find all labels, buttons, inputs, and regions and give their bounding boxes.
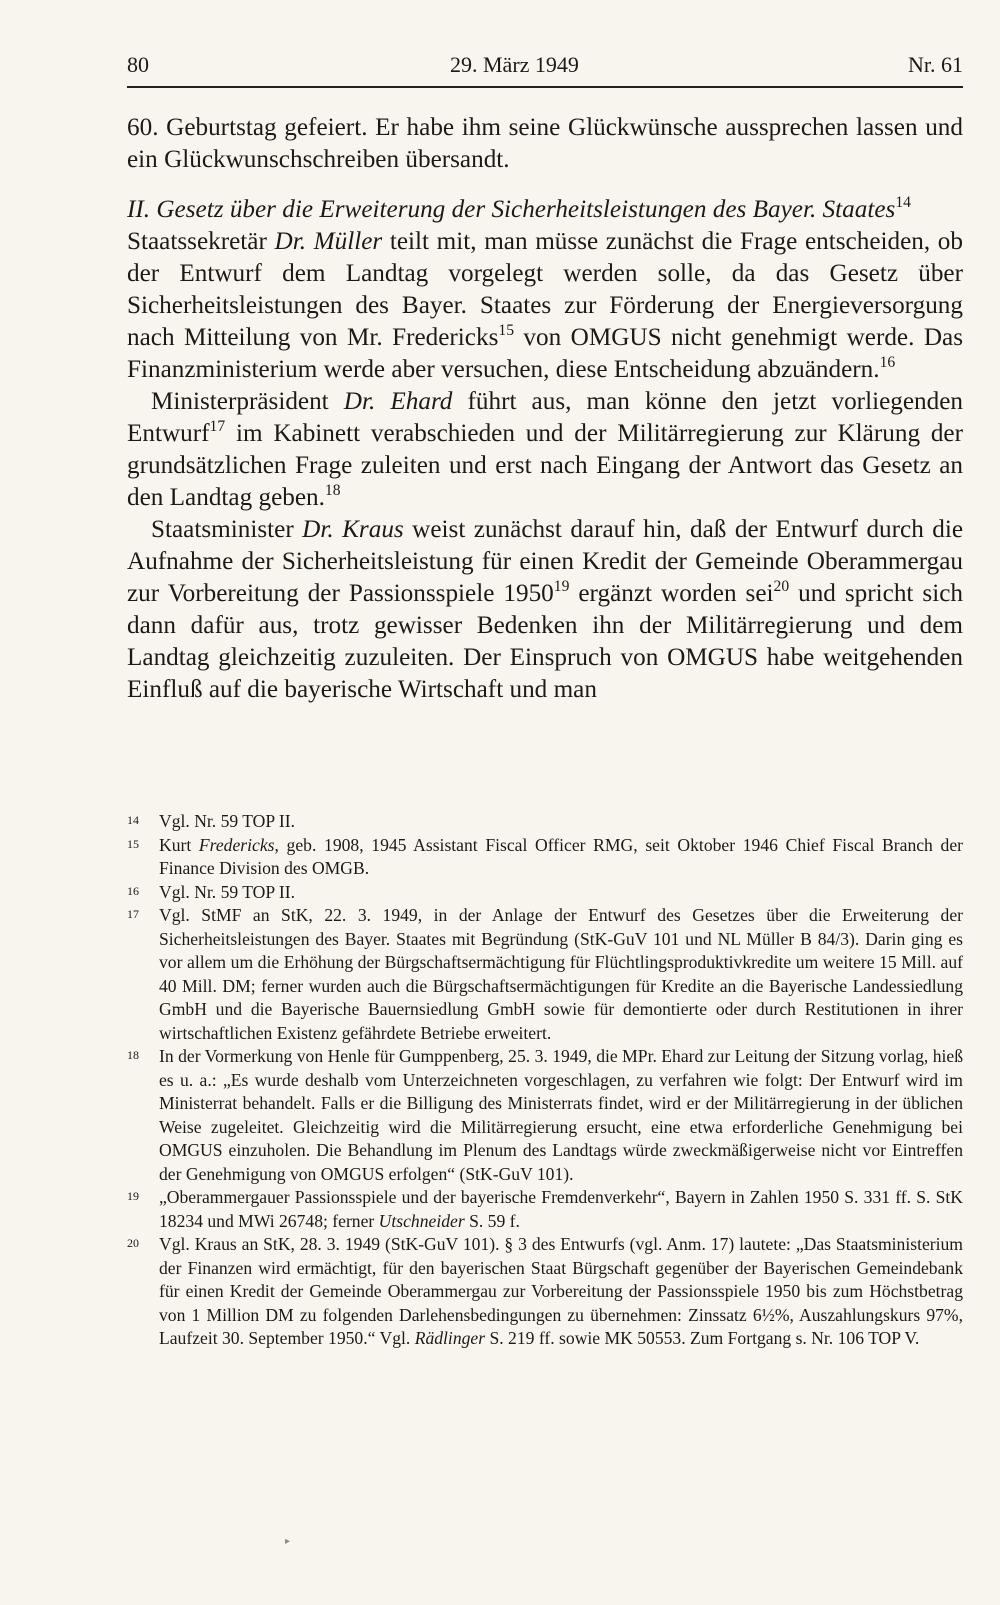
footnote-text: Vgl. StMF an StK, 22. 3. 1949, in der Anlage der Entwurf des Gesetzes über die Erweiterung der Sicherheitsleistungen des Bayer. Staates mit Begründung (StK-GuV 101 und NL Müller B 84/3). Darin ging es vor allem um die Erhöhung der Bürgschaftsermächtigung für Flüchtlingsproduktivkredite um weitere 15 Mill. auf 40 Mill. DM; ferner wurden auch die Bürgschaftsermächtigungen für Kredite an die Bayerische Landessiedlung GmbH und die Bayerische Bauernsiedlung GmbH sowie für demontierte oder durch Restitutionen in ihrer wirtschaftlichen Existenz gefährdete Betriebe erweitert. <box>159 905 963 1043</box>
text-run: und spricht sich dann dafür aus, trotz gewisser Bedenken ihn der Militärregierung und dem Landtag gleichzeitig zuzuleiten. Der Einspruch von OMGUS habe weitgehenden Einfluß auf die bayerische Wirtschaft und man <box>127 580 963 703</box>
agenda-heading <box>127 194 963 226</box>
paragraph-ehard <box>127 386 963 514</box>
footnote-text: Kurt <box>159 834 199 855</box>
footnote-ref: 19 <box>553 577 570 595</box>
footnote-number: 15 <box>127 836 139 851</box>
footnote-ref: 16 <box>879 353 896 371</box>
author-name: Rädlinger <box>414 1328 486 1348</box>
footnote-text: , geb. 1908, 1945 Assistant Fiscal Officer RMG, seit Oktober 1946 Chief Fiscal Branch der Finance Division des OMGB. <box>159 834 963 878</box>
footnote-text: Vgl. Kraus an StK, 28. 3. 1949 (StK-GuV 101). § 3 des Entwurfs (vgl. Anm. 17) lautete: „Das Staatsministerium der Finanzen wird ermächtigt, für den bayerischen Staat Bürgschaft gegenüber der Bayerischen Gemeindebank für einen Kredit der Gemeinde Oberammergau zur Vorbereitung der Passionsspiele 1950 bis zum Höchstbetrag von 1 Million DM zu folgenden Darlehensbedingungen zu übernehmen: Zinssatz 6½%, Auszahlungskurs 97%, Laufzeit 30. September 1950.“ Vgl. <box>159 1234 963 1348</box>
text-run: weist zunächst darauf hin, daß der Entwurf durch die Aufnahme der Sicherheitsleistung für einen Kredit der Gemeinde Oberammergau zur Vorbereitung der Passionsspiele 1950 <box>127 516 964 607</box>
footnote-19 <box>127 1186 963 1233</box>
title-dr: Dr. <box>274 228 307 255</box>
footnote-text: „Oberammergauer Passionsspiele und der bayerische Fremdenverkehr“, Bayern in Zahlen 1950 S. 331 ff. S. StK 18234 und MWi 26748; ferner <box>159 1187 963 1231</box>
footnotes <box>127 810 963 1351</box>
author-name: Utschneider <box>378 1210 465 1231</box>
footnote-16 <box>127 881 963 905</box>
speaker-name: Kraus <box>333 516 404 543</box>
footnote-text: Vgl. Nr. 59 TOP II. <box>159 811 296 831</box>
paragraph-continued: 60. Geburtstag gefeiert. Er habe ihm seine Glückwünsche aussprechen lassen und ein Glückwunschschreiben übersandt. <box>127 114 963 173</box>
text-run: Ministerpräsident <box>151 388 344 415</box>
document-number: Nr. 61 <box>908 52 963 77</box>
footnote-number: 18 <box>127 1048 139 1062</box>
paragraph-mueller <box>127 226 963 386</box>
footnote-text: S. 219 ff. sowie MK 50553. Zum Fortgang s. Nr. 106 TOP V. <box>485 1328 920 1348</box>
person-name: Fredericks <box>198 834 275 855</box>
text-run: teilt mit, man müsse zunächst die Frage entscheiden, ob der Entwurf dem Landtag vorgelegt werden solle, da das Gesetz über Sicherheitsleistungen des Bayer. Staates zur Förderung der Energieversorgung nach Mitteilung von Mr. Fredericks <box>127 228 963 351</box>
footnote-number: 20 <box>127 1236 139 1250</box>
paragraph-kraus <box>127 514 963 706</box>
title-dr: Dr. <box>302 516 334 543</box>
title-dr: Dr. <box>343 388 376 415</box>
footnote-18 <box>127 1045 963 1186</box>
footnote-number: 19 <box>127 1189 139 1203</box>
header-date: 29. März 1949 <box>450 52 579 77</box>
page-number: 80 <box>127 52 149 77</box>
footnote-ref: 18 <box>324 481 341 499</box>
text-run: Staatsminister <box>151 516 303 543</box>
footnote-text: In der Vormerkung von Henle für Gumppenberg, 25. 3. 1949, die MPr. Ehard zur Leitung der Sitzung vorlag, hieß es u. a.: „Es wurde deshalb vom Unterzeichneten vorgeschlagen, zu verfahren wie folgt: Der Entwurf wird im Ministerrat behandelt. Falls er die Billigung des Ministerrats findet, wird er der Militärregierung in der üblichen Weise zugeleitet. Gleichzeitig wird die Militärregierung ersucht, eine etwa erforderliche Genehmigung bei OMGUS einzuholen. Die Behandlung im Plenum des Landtags würde zweckmäßigerweise nicht vor Eintreffen der Genehmigung von OMGUS erfolgen“ (StK-GuV 101). <box>159 1046 963 1184</box>
footnote-number: 17 <box>127 907 139 921</box>
main-text <box>127 112 963 706</box>
footnote-text: S. 59 f. <box>464 1210 520 1231</box>
text-run: von OMGUS nicht genehmigt werde. Das Finanzministerium werde aber versuchen, diese Entscheidung abzuändern. <box>127 324 963 383</box>
speaker-name: Ehard <box>375 388 453 415</box>
footnote-text: Vgl. Nr. 59 TOP II. <box>159 881 296 902</box>
text-run: im Kabinett verabschieden und der Militärregierung zur Klärung der grundsätzlichen Frage zuleiten und erst nach Eingang der Antwort das Gesetz an den Landtag geben. <box>127 420 963 511</box>
text-run: ergänzt worden sei <box>569 580 774 607</box>
footnote-ref: 15 <box>498 321 514 339</box>
stray-mark: ▸ <box>285 1536 291 1547</box>
footnote-15 <box>127 834 963 881</box>
text-run: führt aus, man könne den jetzt vorliegenden Entwurf <box>127 388 963 447</box>
footnote-ref: 14 <box>895 193 911 211</box>
footnote-17 <box>127 904 963 1045</box>
footnote-14 <box>127 810 963 834</box>
footnote-number: 16 <box>127 883 139 898</box>
heading-text: II. Gesetz über die Erweiterung der Sicherheitsleistungen des Bayer. Staates <box>127 196 896 223</box>
text-run: Staatssekretär <box>127 228 275 255</box>
footnote-20 <box>127 1233 963 1351</box>
footnote-number: 14 <box>127 813 139 827</box>
speaker-name: Müller <box>306 228 383 255</box>
footnote-ref: 17 <box>209 417 226 435</box>
footnote-ref: 20 <box>773 577 790 595</box>
page-header <box>127 50 963 88</box>
